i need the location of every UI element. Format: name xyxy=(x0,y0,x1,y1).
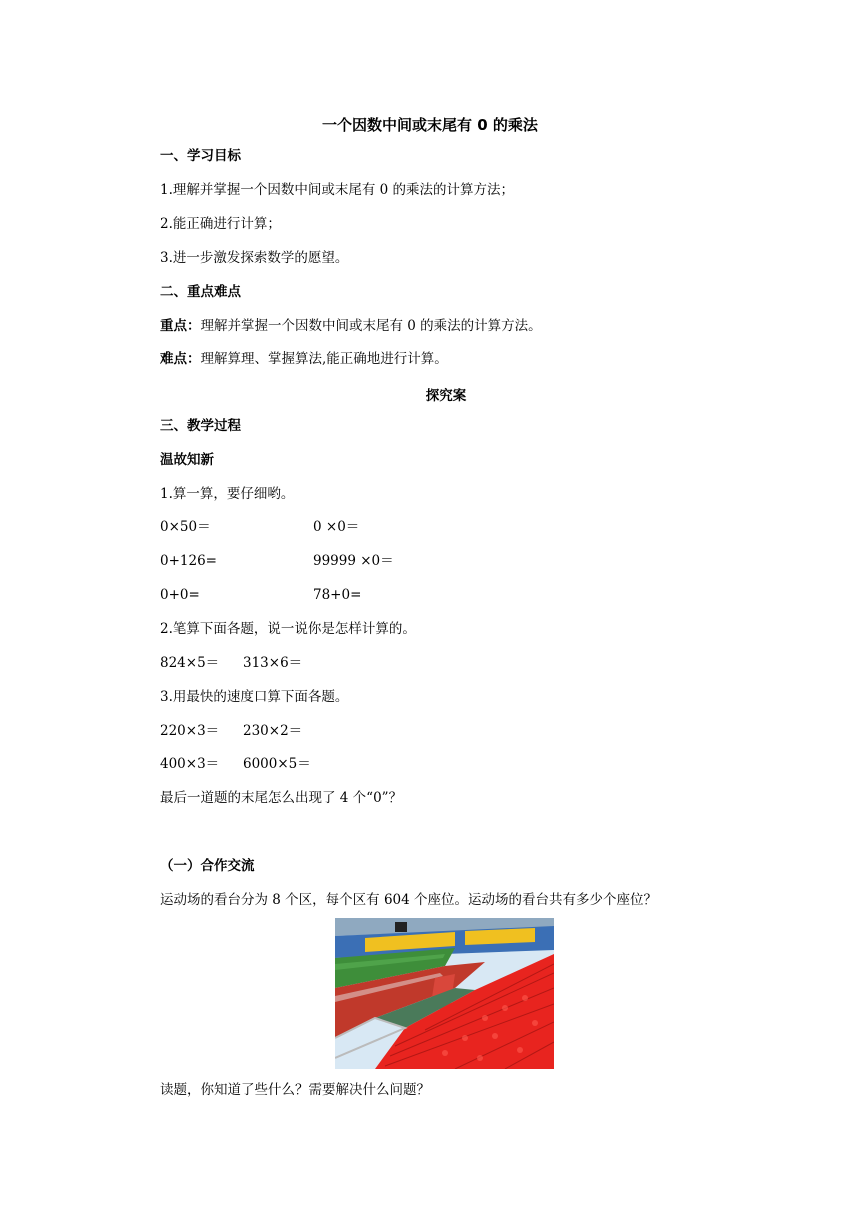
exercise-row xyxy=(160,552,660,570)
question-2: 2.笔算下面各题，说一说你是怎样计算的。 xyxy=(160,621,416,637)
exercise: 78+0= xyxy=(313,587,362,603)
exercise-row xyxy=(160,586,660,604)
stadium-photo xyxy=(335,918,554,1069)
goal-item-3: 3.进一步激发探索数学的愿望。 xyxy=(160,250,349,266)
exercise: 230×2＝ xyxy=(243,723,303,739)
exercise-row xyxy=(160,755,660,773)
review-heading: 温故知新 xyxy=(160,452,214,468)
exercise: 0×50＝ xyxy=(160,519,211,535)
exercise: 0+126= xyxy=(160,553,217,569)
exercise: 220×3＝ xyxy=(160,723,220,739)
goal-item-1: 1.理解并掌握一个因数中间或末尾有 0 的乘法的计算方法； xyxy=(160,182,515,198)
section-heading-process: 三、教学过程 xyxy=(160,418,241,434)
difficulty-label: 难点： xyxy=(160,351,201,367)
section-heading-cooperation: （一）合作交流 xyxy=(160,858,255,874)
key-point-line xyxy=(160,317,542,335)
section-heading-goals: 一、学习目标 xyxy=(160,148,241,164)
key-point-label: 重点： xyxy=(160,318,201,334)
difficulty-line xyxy=(160,350,448,368)
exercise-row xyxy=(160,654,660,672)
exercise: 400×3＝ xyxy=(160,756,220,772)
page-title: 一个因数中间或末尾有 0 的乘法 xyxy=(322,116,538,134)
exercise-row xyxy=(160,518,660,536)
question-3: 3.用最快的速度口算下面各题。 xyxy=(160,689,349,705)
section-heading-key-points: 二、重点难点 xyxy=(160,284,241,300)
exercise: 824×5＝ xyxy=(160,655,220,671)
exercise: 0 ×0＝ xyxy=(313,519,360,535)
reading-question: 读题，你知道了些什么？需要解决什么问题？ xyxy=(160,1082,430,1098)
key-point-text: 理解并掌握一个因数中间或末尾有 0 的乘法的计算方法。 xyxy=(200,318,542,334)
exercise: 99999 ×0＝ xyxy=(313,553,394,569)
exercise: 0+0= xyxy=(160,587,200,603)
exercise: 6000×5＝ xyxy=(243,756,311,772)
subtitle: 探究案 xyxy=(425,388,467,404)
goal-item-2: 2.能正确进行计算； xyxy=(160,216,281,232)
exercise-row xyxy=(160,722,660,740)
question-3-note: 最后一道题的末尾怎么出现了 4 个“0”？ xyxy=(160,790,403,806)
difficulty-text: 理解算理、掌握算法,能正确地进行计算。 xyxy=(200,351,448,367)
question-1: 1.算一算，要仔细哟。 xyxy=(160,486,295,502)
word-problem: 运动场的看台分为 8 个区，每个区有 604 个座位。运动场的看台共有多少个座位？ xyxy=(160,892,658,908)
exercise: 313×6＝ xyxy=(243,655,303,671)
